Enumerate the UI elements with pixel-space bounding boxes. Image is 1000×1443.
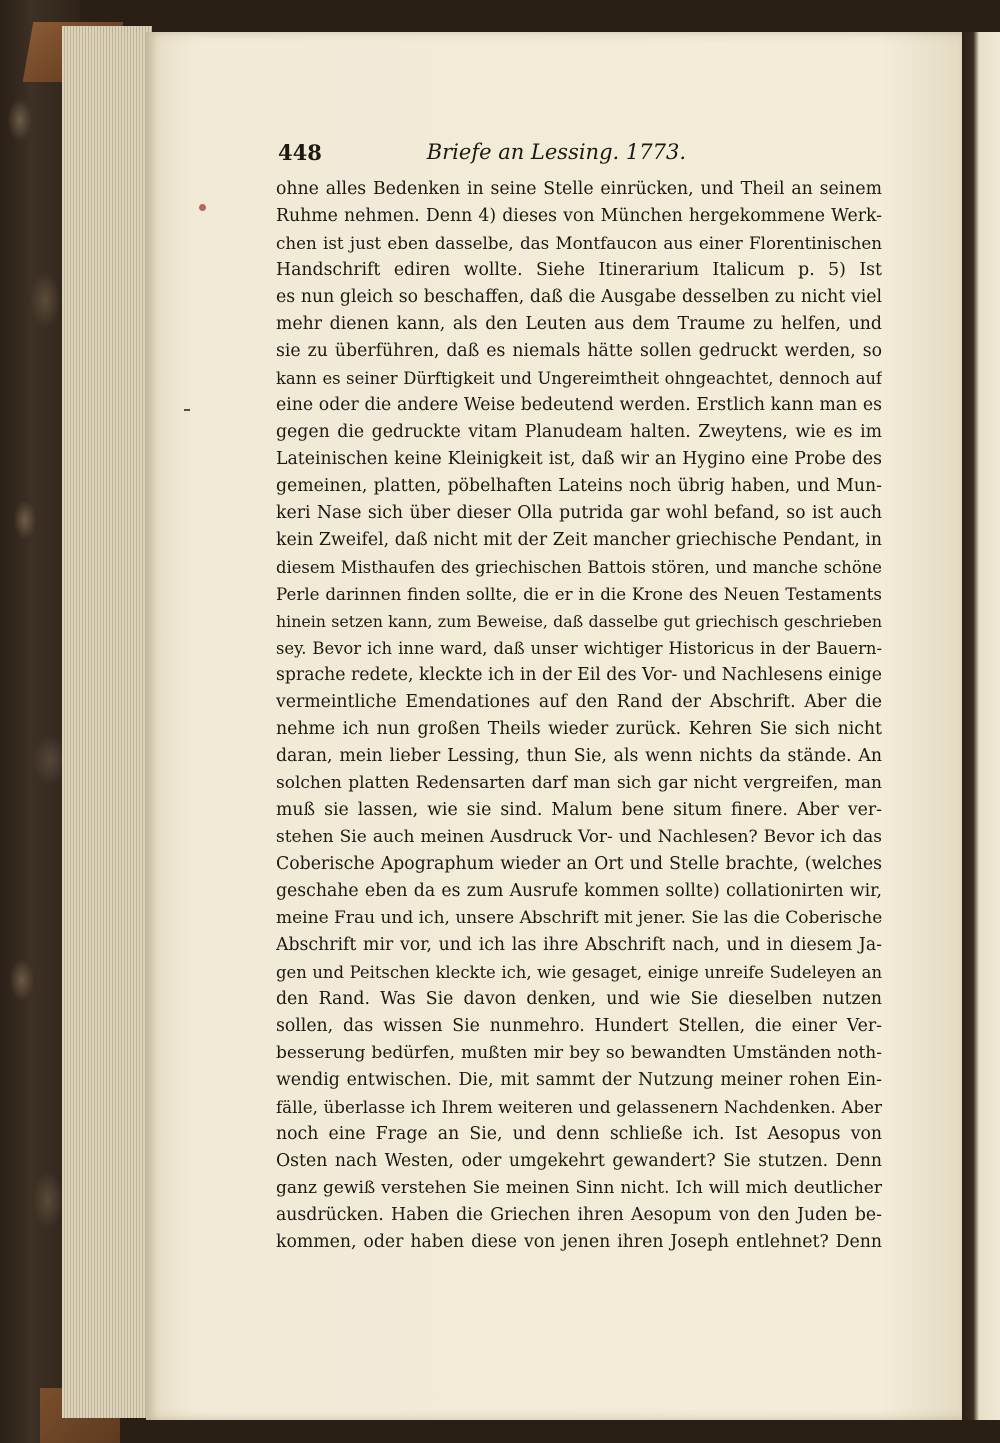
text-line: hinein setzen kann, zum Beweise, daß dasselbe gut griechisch geschrieben [276,612,882,631]
text-line: gen und Peitschen kleckte ich, wie gesaget, einige unreife Sudeleyen an [276,963,882,982]
text-line: besserung bedürfen, mußten mir bey so bewandten Umständen noth- [276,1043,882,1063]
text-line: Abschrift mir vor, und ich las ihre Abschrift nach, und in diesem Ja- [276,935,882,955]
text-line: den Rand. Was Sie davon denken, und wie Sie dieselben nutzen [276,989,882,1009]
text-line: kein Zweifel, daß nicht mit der Zeit mancher griechische Pendant, in [276,530,882,550]
text-line: noch eine Frage an Sie, und denn schließe ich. Ist Aesopus von [276,1124,882,1144]
text-line: sey. Bevor ich inne ward, daß unser wichtiger Historicus in der Bauern- [276,639,882,658]
text-line: kommen, oder haben diese von jenen ihren Joseph entlehnet? Denn [276,1232,882,1252]
text-line: mehr dienen kann, als den Leuten aus dem Traume zu helfen, und [276,314,882,334]
text-line: Osten nach Westen, oder umgekehrt gewandert? Sie stutzen. Denn [276,1151,882,1171]
text-line: wendig entwischen. Die, mit sammt der Nutzung meiner rohen Ein- [276,1070,882,1090]
text-line: nehme ich nun großen Theils wieder zurück. Kehren Sie sich nicht [276,719,882,739]
text-line: muß sie lassen, wie sie sind. Malum bene situm finere. Aber ver- [276,800,882,820]
text-line: ausdrücken. Haben die Griechen ihren Aesopum von den Juden be- [276,1205,882,1225]
margin-mark [184,409,190,411]
text-line: fälle, überlasse ich Ihrem weiteren und gelassenern Nachdenken. Aber [276,1097,882,1117]
facing-page-edge [962,32,1000,1420]
text-line: es nun gleich so beschaffen, daß die Ausgabe desselben zu nicht viel [276,287,882,307]
text-line: sie zu überführen, daß es niemals hätte sollen gedruckt werden, so [276,341,882,361]
text-line: meine Frau und ich, unsere Abschrift mit jener. Sie las die Coberische [276,908,882,928]
text-line: Handschrift ediren wollte. Siehe Itinerarium Italicum p. 5) Ist [276,260,882,280]
text-line: geschahe eben da es zum Ausrufe kommen sollte) collationirten wir, [276,881,882,901]
text-line: ohne alles Bedenken in seine Stelle einrücken, und Theil an seinem [276,179,882,199]
text-line: daran, mein lieber Lessing, thun Sie, als wenn nichts da stände. An [276,746,882,766]
text-line: ganz gewiß verstehen Sie meinen Sinn nicht. Ich will mich deutlicher [276,1178,882,1198]
text-line: gegen die gedruckte vitam Planudeam halten. Zweytens, wie es im [276,422,882,442]
running-title: Briefe an Lessing. 1773. [426,140,686,164]
text-line: eine oder die andere Weise bedeutend werden. Erstlich kann man es [276,395,882,415]
text-line: Lateinischen keine Kleinigkeit ist, daß wir an Hygino eine Probe des [276,449,882,469]
text-line: kann es seiner Dürftigkeit und Ungereimtheit ohngeachtet, dennoch auf [276,369,882,388]
text-line: gemeinen, platten, pöbelhaften Lateins noch übrig haben, und Mun- [276,476,882,496]
text-line: diesem Misthaufen des griechischen Battois stören, und manche schöne [276,558,882,577]
text-line: Coberische Apographum wieder an Ort und Stelle brachte, (welches [276,854,882,874]
running-head [278,140,686,170]
body-text [276,176,882,1256]
ink-spot [199,204,206,211]
text-line: sollen, das wissen Sie nunmehro. Hundert Stellen, die einer Ver- [276,1016,882,1036]
text-line: stehen Sie auch meinen Ausdruck Vor- und Nachlesen? Bevor ich das [276,827,882,847]
page-number: 448 [278,140,322,165]
text-line: Perle darinnen finden sollte, die er in die Krone des Neuen Testaments [276,584,882,604]
text-line: solchen platten Redensarten darf man sich gar nicht vergreifen, man [276,773,882,793]
page-edges [62,26,152,1418]
text-line: Ruhme nehmen. Denn 4) dieses von München hergekommene Werk- [276,206,882,226]
text-line: keri Nase sich über dieser Olla putrida gar wohl befand, so ist auch [276,503,882,523]
text-line: sprache redete, kleckte ich in der Eil des Vor- und Nachlesens einige [276,665,882,685]
text-line: vermeintliche Emendationes auf den Rand der Abschrift. Aber die [276,692,882,712]
text-line: chen ist just eben dasselbe, das Montfaucon aus einer Florentinischen [276,233,882,253]
